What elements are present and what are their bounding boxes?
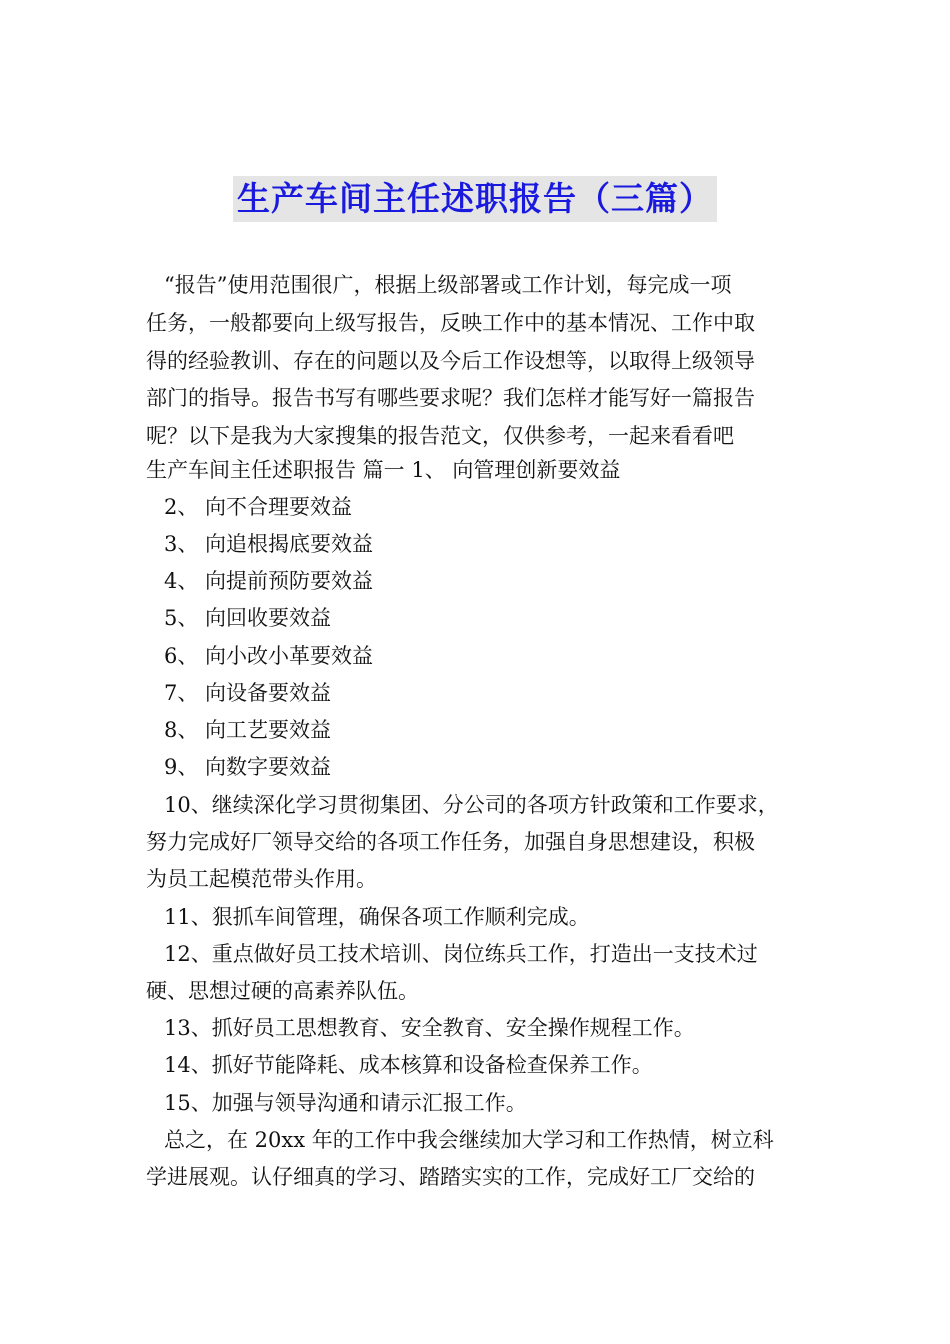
list-item: 4、 向提前预防要效益 [164,569,374,593]
body-line: 硬、思想过硬的高素养队伍。 [146,979,419,1003]
body-line: 11、狠抓车间管理，确保各项工作顺利完成。 [164,905,590,929]
body-line: 努力完成好厂领导交给的各项工作任务，加强自身思想建设，积极 [146,830,755,854]
body-line: 14、抓好节能降耗、成本核算和设备检查保养工作。 [164,1053,653,1077]
list-item: 2、 向不合理要效益 [164,495,353,519]
list-item: 7、 向设备要效益 [164,681,332,705]
list-item: 6、 向小改小革要效益 [164,644,374,668]
body-line: 学进展观。认仔细真的学习、踏踏实实的工作，完成好工厂交给的 [146,1165,755,1189]
body-line: 任务，一般都要向上级写报告，反映工作中的基本情况、工作中取 [146,311,755,335]
body-line: 部门的指导。报告书写有哪些要求呢？我们怎样才能写好一篇报告 [146,386,755,410]
body-line: 13、抓好员工思想教育、安全教育、安全操作规程工作。 [164,1016,695,1040]
body-line: 15、加强与领导沟通和请示汇报工作。 [164,1091,527,1115]
list-item: 9、 向数字要效益 [164,755,332,779]
body-line: 为员工起模范带头作用。 [146,867,377,891]
body-line: “报告”使用范围很广，根据上级部署或工作计划，每完成一项 [164,273,732,297]
body-line: 10、继续深化学习贯彻集团、分公司的各项方针政策和工作要求， [164,793,779,817]
list-item: 3、 向追根揭底要效益 [164,532,374,556]
body-line: 总之，在 20xx 年的工作中我会继续加大学习和工作热情，树立科 [164,1128,774,1152]
title-container [0,176,950,222]
body-line: 12、重点做好员工技术培训、岗位练兵工作，打造出一支技术过 [164,942,758,966]
section-heading-line: 生产车间主任述职报告 篇一 1、 向管理创新要效益 [146,458,621,482]
body-line: 呢？以下是我为大家搜集的报告范文，仅供参考，一起来看看吧 [146,424,734,448]
list-item: 5、 向回收要效益 [164,606,332,630]
document-title: 生产车间主任述职报告（三篇） [233,176,717,222]
body-line: 得的经验教训、存在的问题以及今后工作设想等，以取得上级领导 [146,349,755,373]
list-item: 8、 向工艺要效益 [164,718,332,742]
